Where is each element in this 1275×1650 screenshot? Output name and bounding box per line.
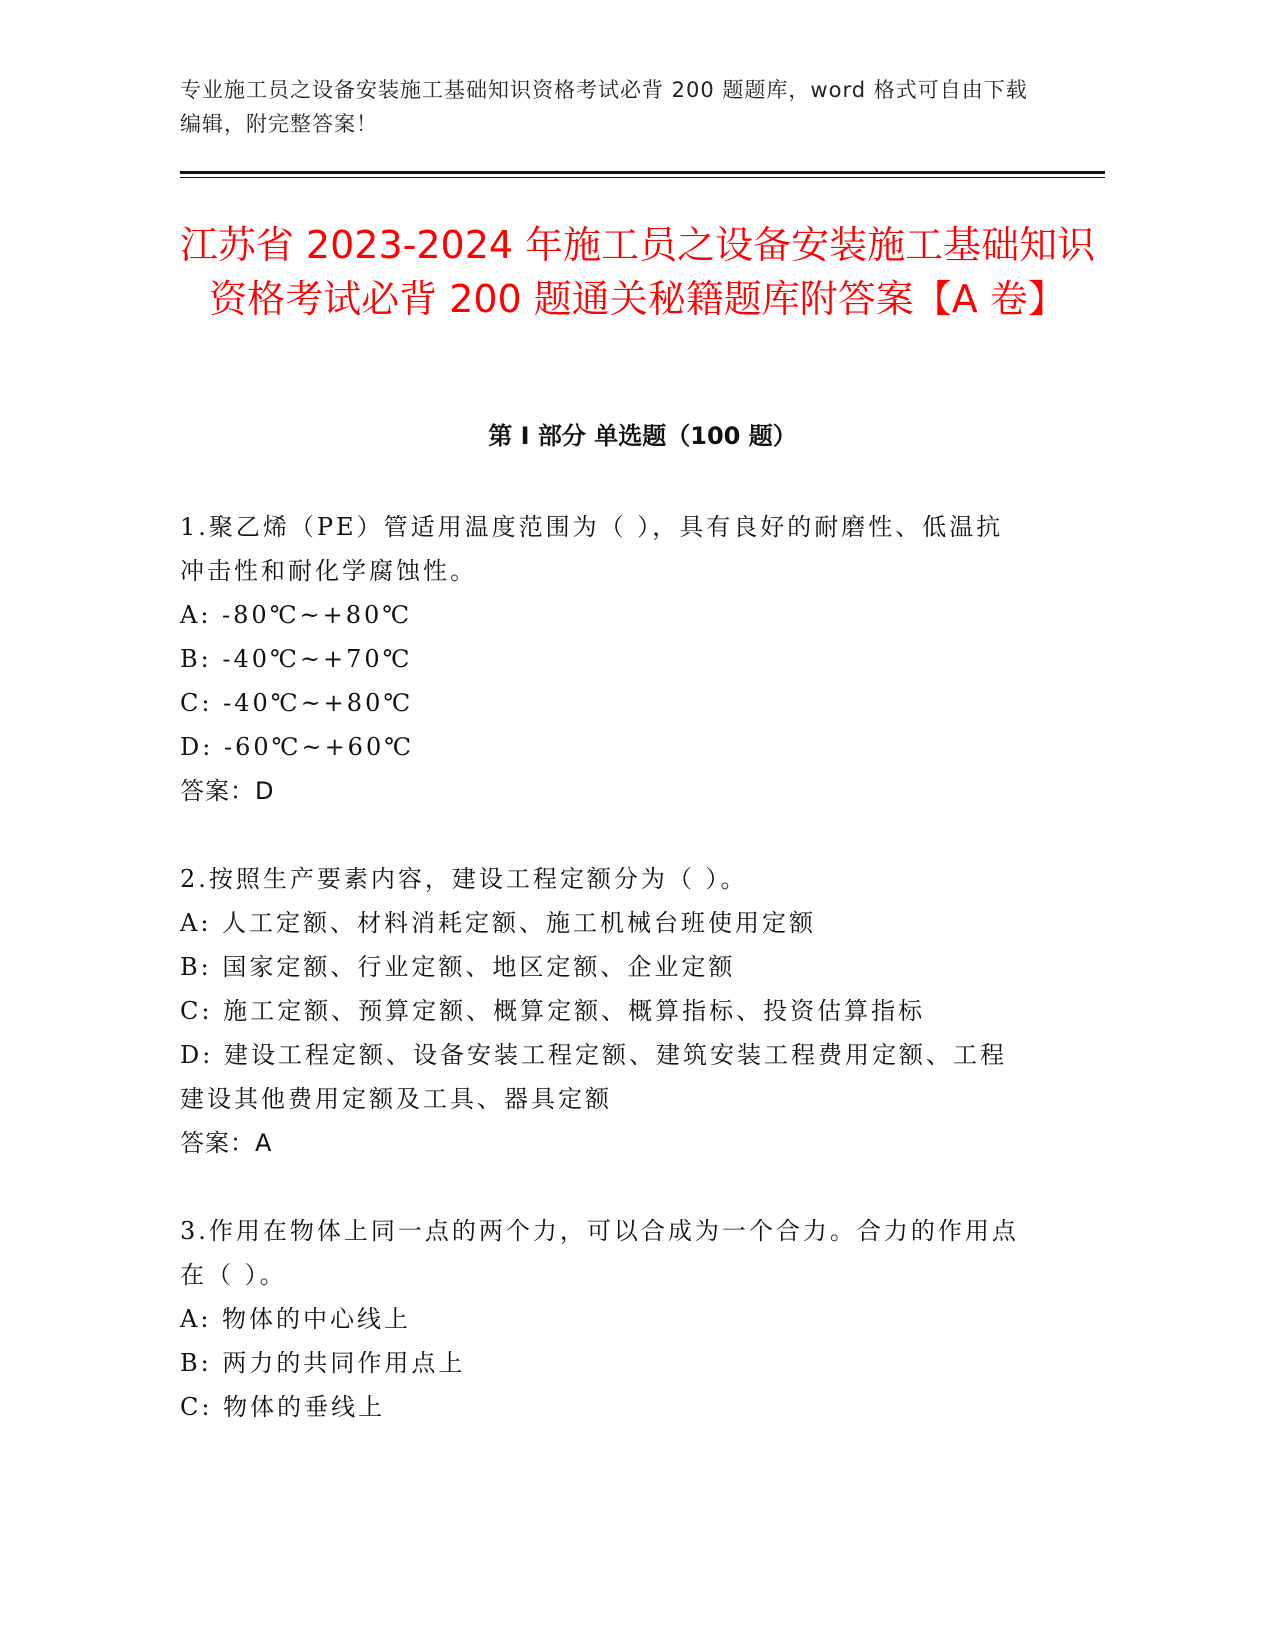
header-note: 专业施工员之设备安装施工基础知识资格考试必背 200 题题库，word 格式可自由下载编辑，附完整答案！ [180,78,1028,136]
option-c: C: 物体的垂线上 [180,1393,386,1421]
option-c: C: 施工定额、预算定额、概算定额、概算指标、投资估算指标 [180,997,926,1025]
option-b: B: 国家定额、行业定额、地区定额、企业定额 [180,953,736,981]
question-1 [180,505,1030,813]
header-divider-thick [180,171,1105,174]
answer: 答案：D [180,777,275,805]
question-2 [180,857,1030,1165]
option-a: A: 人工定额、材料消耗定额、施工机械台班使用定额 [180,909,817,937]
document-title: 江苏省 2023-2024 年施工员之设备安装施工基础知识资格考试必背 200 题通关秘籍题库附答案【A 卷】 [179,223,1096,321]
option-d: D: 建设工程定额、设备安装工程定额、建筑安装工程费用定额、工程建设其他费用定额及工具、器具定额 [180,1041,1007,1113]
option-b: B: -40℃~+70℃ [180,645,413,673]
option-a: A: -80℃~+80℃ [180,601,413,629]
question-text: 2.按照生产要素内容，建设工程定额分为（ ）。 [180,865,748,893]
option-c: C: -40℃~+80℃ [180,689,414,717]
question-list [180,505,1030,1473]
question-3 [180,1209,1030,1429]
header-divider-thin [180,177,1105,178]
answer: 答案：A [180,1129,273,1157]
option-d: D: -60℃~+60℃ [180,733,415,761]
option-b: B: 两力的共同作用点上 [180,1349,466,1377]
option-a: A: 物体的中心线上 [180,1305,412,1333]
section-title: 第 I 部分 单选题（100 题） [488,422,797,450]
question-text: 3.作用在物体上同一点的两个力，可以合成为一个合力。合力的作用点在（ ）。 [180,1217,1019,1289]
question-text: 1.聚乙烯（PE）管适用温度范围为（ ），具有良好的耐磨性、低温抗冲击性和耐化学腐蚀性。 [180,513,1004,585]
